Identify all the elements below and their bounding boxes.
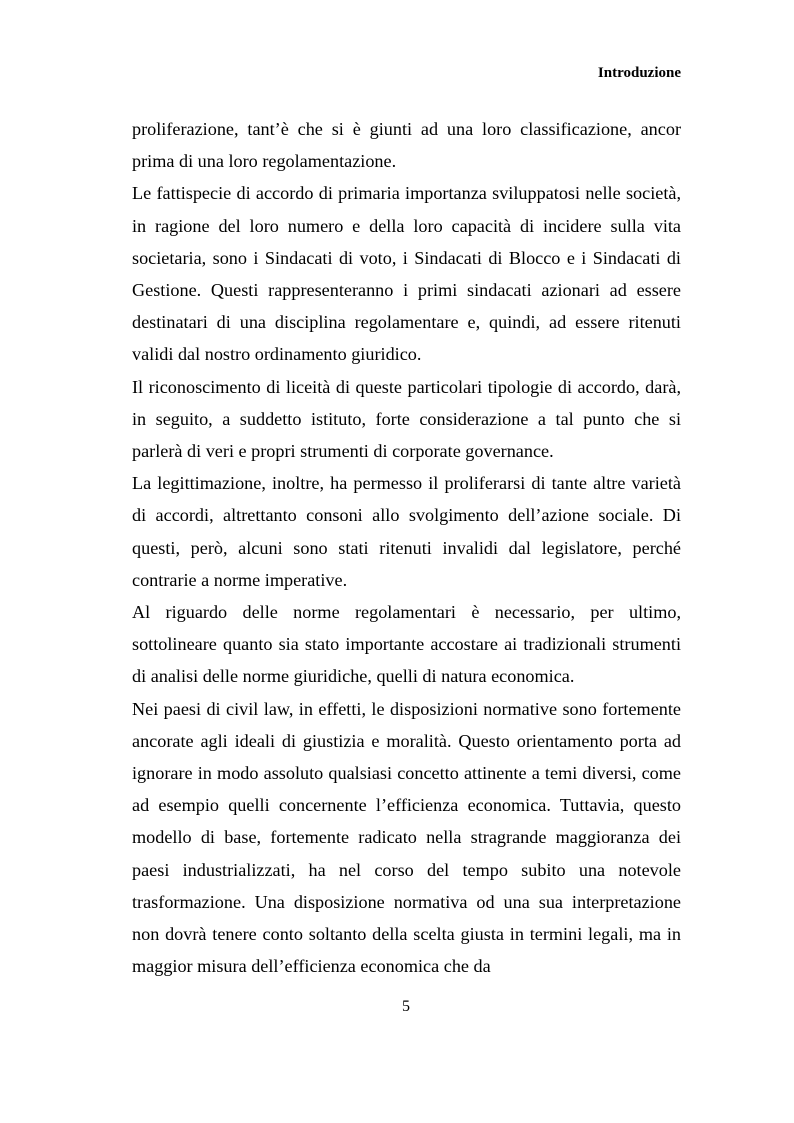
paragraph-norme-regolamentari: Al riguardo delle norme regolamentari è necessario, per ultimo, sottolineare quanto sia stato importante accostare ai tradizionali strumenti di analisi delle norme giuridiche, quelli di natura economica. (132, 602, 681, 687)
page-number: 5 (402, 998, 410, 1015)
paragraph-fattispecie-accordo: Le fattispecie di accordo di primaria importanza sviluppatosi nelle società, in ragione del loro numero e della loro capacità di incidere sulla vita societaria, sono i Sindacati di voto, i Sindacati di Blocco e i Sindacati di Gestione. Questi rappresenteranno i primi sindacati azionari ad essere destinatari di una disciplina regolamentare e, quindi, ad essere ritenuti validi dal nostro ordinamento giuridico. (132, 183, 681, 365)
running-header-title: Introduzione (597, 65, 681, 81)
paragraph-riconoscimento-liceita: Il riconoscimento di liceità di queste particolari tipologie di accordo, darà, in seguito, a suddetto istituto, forte considerazione a tal punto che si parlerà di veri e propri strumenti di corporate governance. (132, 376, 681, 462)
paragraph-legittimazione: La legittimazione, inoltre, ha permesso il proliferarsi di tante altre varietà di accordi, altrettanto consoni allo svolgimento dell’azione sociale. Di questi, però, alcuni sono stati ritenuti invalidi dal legislatore, perché contrarie a norme imperative. (132, 473, 681, 590)
body-text (132, 113, 681, 982)
paragraph-proliferazione: proliferazione, tant’è che si è giunti ad una loro classificazione, ancor prima di una loro regolamentazione. (132, 119, 681, 172)
paragraph-civil-law: Nei paesi di civil law, in effetti, le disposizioni normative sono fortemente ancorate agli ideali di giustizia e moralità. Questo orientamento porta ad ignorare in modo assoluto qualsiasi concetto attinente a temi diversi, come ad esempio quelli concernente l’efficienza economica. Tuttavia, questo modello di base, fortemente radicato nella stragrande maggioranza dei paesi industrializzati, ha nel corso del tempo subito una notevole trasformazione. Una disposizione normativa od una sua interpretazione non dovrà tenere conto soltanto della scelta giusta in termini legali, ma in maggior misura dell’efficienza economica che da (132, 698, 681, 977)
